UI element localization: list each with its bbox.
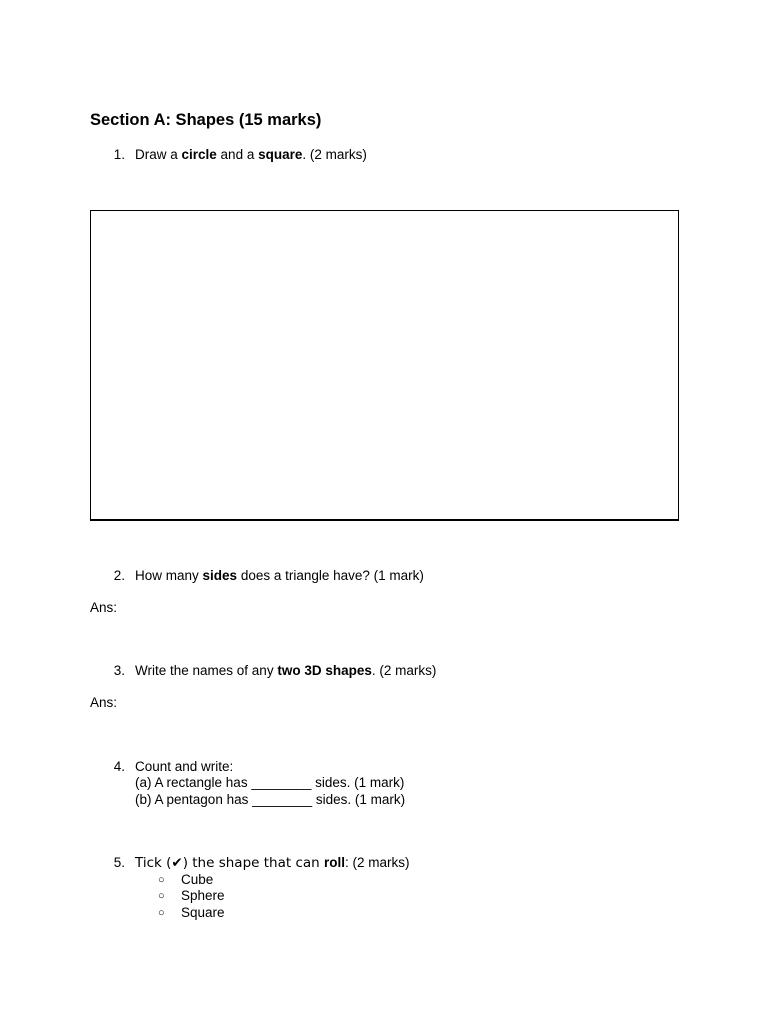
question-1-bold-square: square <box>258 147 303 162</box>
option-square[interactable]: Square <box>181 905 225 920</box>
question-1-bold-circle: circle <box>181 147 217 162</box>
section-title: Section A: Shapes (15 marks) <box>90 111 322 129</box>
question-2-number: 2. <box>113 568 125 583</box>
question-1-post: . (2 marks) <box>302 147 367 162</box>
question-2-text <box>135 568 424 583</box>
question-5-mid: ) the shape that can <box>182 855 324 871</box>
question-3-post: . (2 marks) <box>371 663 437 678</box>
option-bullet-icon: ○ <box>158 907 165 919</box>
question-3-bold-two-3d-shapes: two 3D shapes <box>277 663 372 678</box>
question-5-number: 5. <box>113 855 125 870</box>
question-3-number: 3. <box>113 663 125 678</box>
option-bullet-icon: ○ <box>158 874 165 886</box>
question-4-intro: Count and write: <box>135 759 234 774</box>
question-1-pre: Draw a <box>135 147 182 162</box>
question-5-bold-roll: roll <box>324 855 346 870</box>
question-5-post: : (2 marks) <box>345 855 410 870</box>
drawing-answer-box[interactable] <box>90 210 679 521</box>
check-mark-icon: ✔ <box>171 855 183 871</box>
question-1-text <box>135 147 367 162</box>
option-bullet-icon: ○ <box>158 890 165 902</box>
question-2-answer-label: Ans: <box>90 600 118 615</box>
option-cube[interactable]: Cube <box>181 872 214 887</box>
question-4-part-b: (b) A pentagon has ________ sides. (1 mark) <box>135 792 406 807</box>
question-5-pre: Tick ( <box>135 855 172 871</box>
question-2-bold-sides: sides <box>202 568 238 583</box>
question-5-text <box>135 855 410 871</box>
question-3-pre: Write the names of any <box>135 663 278 678</box>
question-4-part-a: (a) A rectangle has ________ sides. (1 mark) <box>135 775 405 790</box>
question-2-pre: How many <box>135 568 203 583</box>
option-sphere[interactable]: Sphere <box>181 888 225 903</box>
question-3-answer-label: Ans: <box>90 695 118 710</box>
question-4-number: 4. <box>113 759 125 774</box>
question-2-post: does a triangle have? (1 mark) <box>237 568 424 583</box>
question-3-text <box>135 663 436 678</box>
question-1-mid: and a <box>216 147 259 162</box>
question-1-number: 1. <box>113 147 125 162</box>
